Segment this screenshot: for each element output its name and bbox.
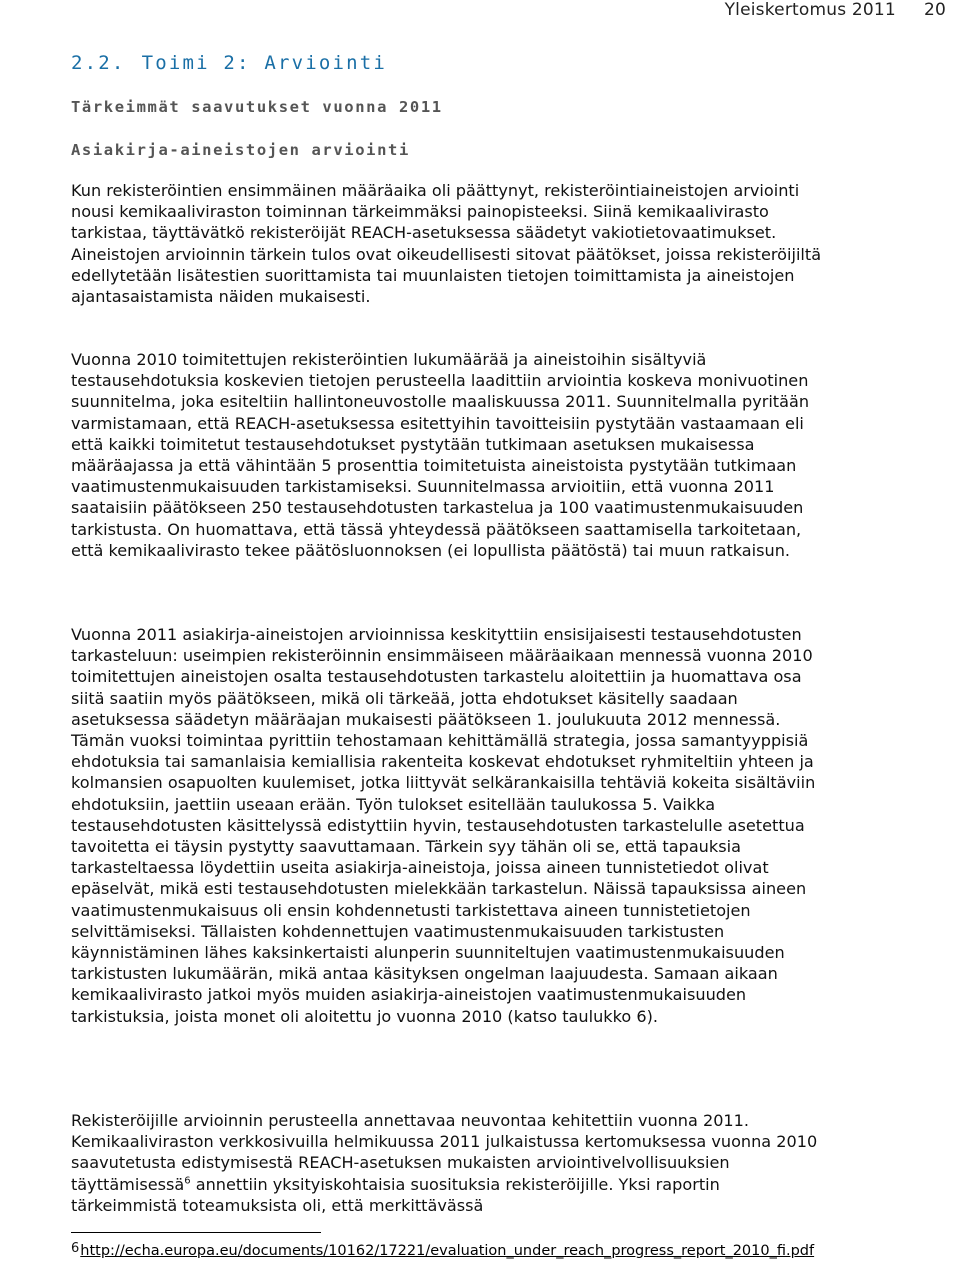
paragraph-4-text-a: Rekisteröijille arvioinnin perusteella annettavaa neuvontaa kehitettiin vuonna 2011. Kemikaaliviraston verkkosivuilla helmikuussa 2011 julkaistussa kertomuksessa vuonna 2010 saavutetusta edistymisestä REACH-asetuksen mukaisten arviointivelvollisuuksien täyttämisessä	[71, 1111, 818, 1194]
footnote-link[interactable]: http://echa.europa.eu/documents/10162/17221/evaluation_under_reach_progress_report_2010_fi.pdf	[80, 1243, 815, 1259]
paragraph-4-text-b: annettiin yksityiskohtaisia suosituksia rekisteröijille. Yksi raportin tärkeimmistä toteamuksista oli, että merkittävässä	[71, 1174, 720, 1215]
paragraph-2: Vuonna 2010 toimitettujen rekisteröintien lukumäärää ja aineistoihin sisältyviä testausehdotuksia koskevien tietojen perusteella laadittiin arviointia koskeva monivuotinen suunnitelma, joka esiteltiin hallintoneuvostolle maaliskuussa 2011. Suunnitelmalla pyritään varmistamaan, että REACH-asetuksessa esitettyihin tavoitteisiin pystytään vastaamaan eli että kaikki toimitetut testausehdotukset pystytään tutkimaan asetuksen mukaisessa määräajassa ja että vähintään 5 prosenttia toimitetuista aineistoista pystytään tutkimaan vaatimustenmukaisuuden tarkistamiseksi. Suunnitelmassa arvioitiin, että vuonna 2011 saataisiin päätökseen 250 testausehdotusten tarkastelua ja 100 vaatimustenmukaisuuden tarkistusta. On huomattava, että tässä yhteydessä päätökseen saattamisella tarkoitetaan, että kemikaalivirasto tekee päätösluonnoksen (ei lopullista päätöstä) tai muun ratkaisun.	[71, 350, 810, 560]
footnote	[71, 1241, 814, 1259]
paragraph-4	[71, 1110, 831, 1216]
running-header	[725, 0, 946, 20]
section-heading	[71, 52, 387, 74]
subheading-achievements: Tärkeimmät saavutukset vuonna 2011	[71, 98, 443, 116]
paragraph-1: Kun rekisteröintien ensimmäinen määräaika oli päättynyt, rekisteröintiaineistojen arviointi nousi kemikaaliviraston toiminnan tärkeimmäksi painopisteeksi. Siinä kemikaalivirasto tarkistaa, täyttävätkö rekisteröijät REACH-asetuksessa säädetyt vakiotietovaatimukset. Aineistojen arvioinnin tärkein tulos ovat oikeudellisesti sitovat päätökset, joissa rekisteröijiltä edellytetään lisätestien suorittamista tai muunlaisten tietojen toimittamista ja aineistojen ajantasaistamista näiden mukaisesti.	[71, 181, 822, 307]
section-number: 2.2.	[71, 52, 126, 74]
subheading-dossier-evaluation: Asiakirja-aineistojen arviointi	[71, 141, 410, 159]
page-number: 20	[923, 0, 946, 20]
footnote-divider	[71, 1232, 321, 1233]
report-title: Yleiskertomus 2011	[724, 0, 896, 20]
footnote-reference: 6	[184, 1175, 191, 1187]
paragraph-3: Vuonna 2011 asiakirja-aineistojen arvioinnissa keskityttiin ensisijaisesti testausehdotusten tarkasteluun: useimpien rekisteröinnin ensimmäiseen määräaikaan mennessä vuonna 2010 toimitettujen aineistojen osalta testausehdotusten tarkastelu aloitettiin ja huomattava osa siitä saatiin myös päätökseen, mikä oli tärkeää, jotta ehdotukset käsitelly saadaan asetuksessa säädetyn määräajan mukaisesti päätökseen 1. joulukuuta 2012 mennessä. Tämän vuoksi toimintaa pyrittiin tehostamaan kehittämällä strategia, jossa samantyyppisiä ehdotuksia tai samanlaisia kemiallisia rakenteita koskevat ehdotukset ryhmiteltiin yhteen ja kolmansien osapuolten kuulemiset, jotka liittyvät selkärankaisilla tehtäviä kokeita sisältäviin ehdotuksiin, jaettiin useaan erään. Työn tulokset esitellään taulukossa 5. Vaikka testausehdotusten käsittelyssä edistyttiin hyvin, testausehdotusten tarkastelulle asetettua tavoitetta ei täysin pystytty saavuttamaan. Tärkein syy tähän oli se, että tapauksia tarkasteltaessa löydettiin useita asiakirja-aineistoja, joissa aineen tunnistetiedot olivat epäselvät, mikä esti testausehdotusten mielekkään tarkastelun. Näissä tapauksissa aineen vaatimustenmukaisuus oli ensin kohdennetusti tarkistettava aineen tunnistetietojen selvittämiseksi. Tällaisten kohdennettujen vaatimustenmukaisuuden tarkistusten käynnistäminen lähes kaksinkertaisti alunperin suunniteltujen vaatimustenmukaisuuden tarkistusten lukumäärän, mikä antaa käsityksen ongelman laajuudesta. Samaan aikaan kemikaalivirasto jatkoi myös muiden asiakirja-aineistojen vaatimustenmukaisuuden tarkistuksia, joista monet oli aloitettu jo vuonna 2010 (katso taulukko 6).	[71, 625, 816, 1026]
section-title: Toimi 2: Arviointi	[141, 52, 388, 74]
footnote-number: 6	[71, 1241, 80, 1256]
